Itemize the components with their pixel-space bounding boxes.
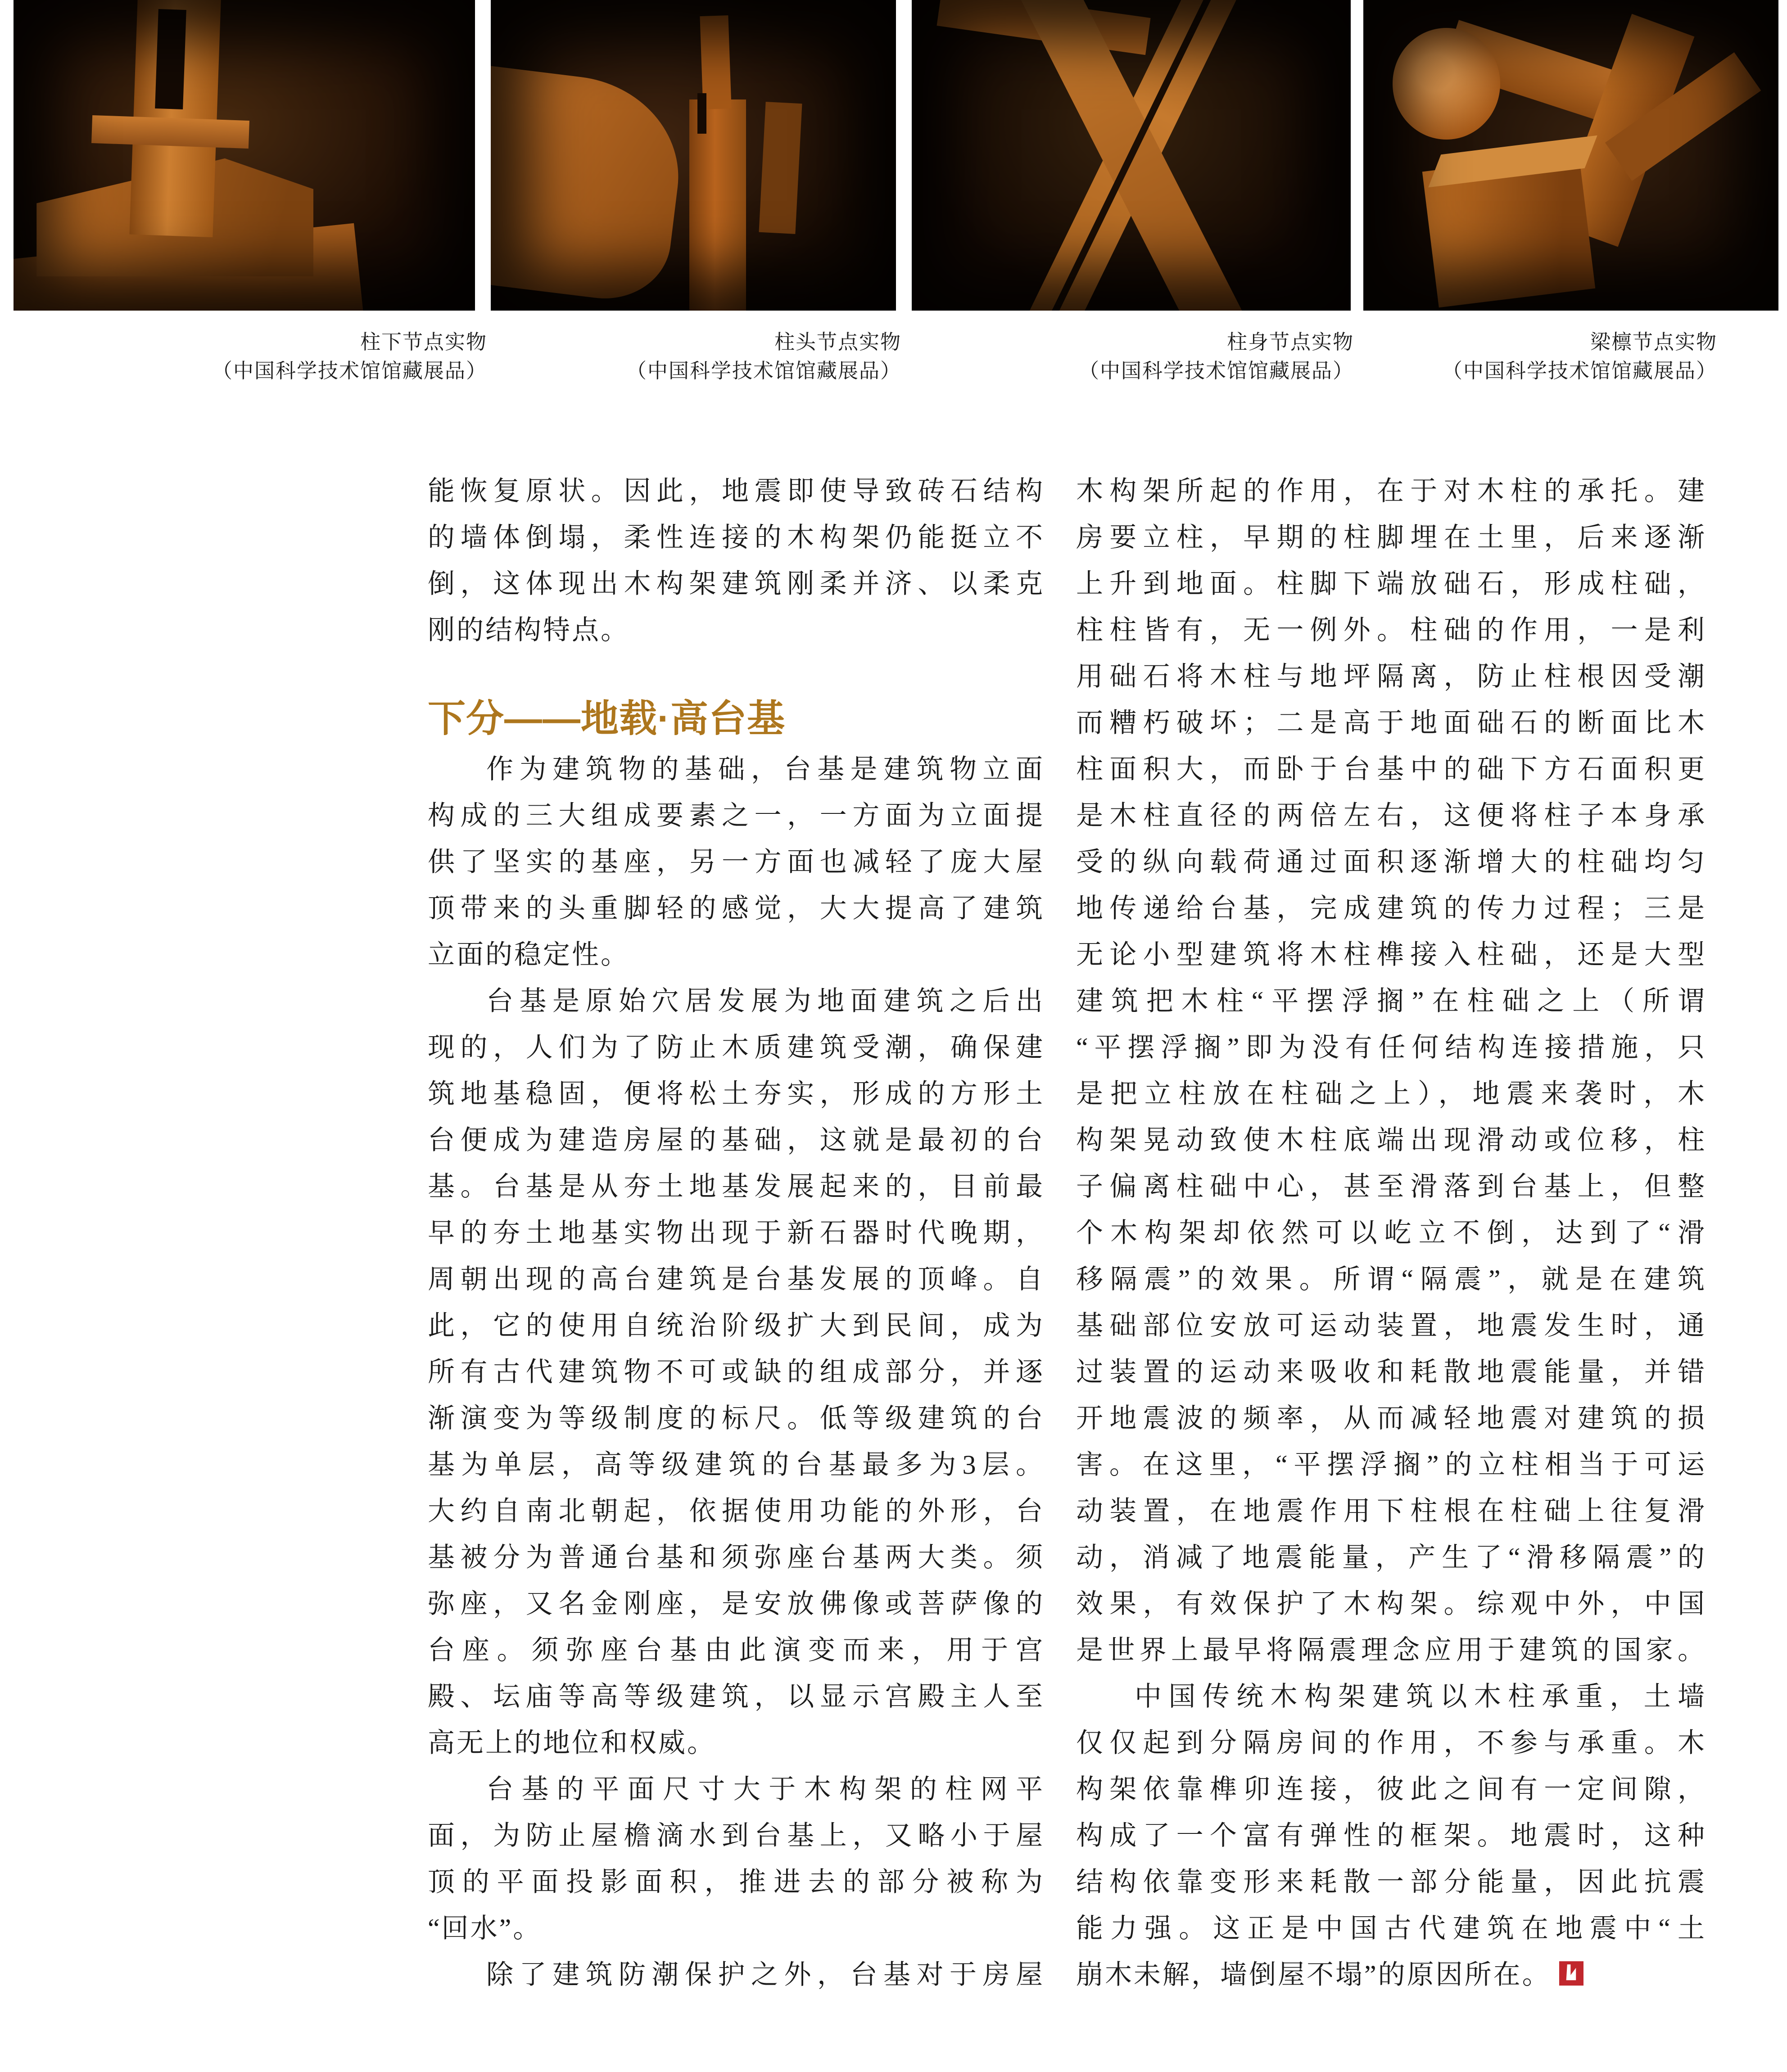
text-line: 构成的三大组成要素之一，一方面为立面提 (428, 801, 1045, 831)
photo-caption (626, 328, 901, 385)
wood-shape-mortise-slot (155, 9, 186, 109)
text-line: 效果，有效保护了木构架。综观中外，中国 (1076, 1589, 1706, 1619)
caption-title: 柱头节点实物 (774, 331, 901, 353)
text-line: 害。在这里，“平摆浮搁”的立柱相当于可运 (1076, 1450, 1706, 1480)
photo-caption (1442, 328, 1717, 385)
text-line: 所有古代建筑物不可或缺的组成部分，并逐 (428, 1357, 1045, 1387)
caption-source: （中国科学技术馆馆藏展品） (1442, 360, 1717, 382)
text-line: 供了坚实的基座，另一方面也减轻了庞大屋 (428, 847, 1045, 877)
wood-shape-base-block (36, 158, 313, 276)
text-line: 基为单层，高等级建筑的台基最多为3层。 (428, 1450, 1045, 1480)
text-line: 个木构架却依然可以屹立不倒，达到了“滑 (1076, 1218, 1706, 1248)
text-line: 仅仅起到分隔房间的作用，不参与承重。木 (1076, 1728, 1706, 1758)
text-line: 构架晃动致使木柱底端出现滑动或位移，柱 (1076, 1125, 1706, 1155)
wood-shape-box-top-face (1428, 135, 1597, 188)
text-line: 台座。须弥座台基由此演变而来，用于宫 (428, 1635, 1045, 1665)
left-column-upper (428, 468, 1045, 654)
text-line: 移隔震”的效果。所谓“隔震”，就是在建筑 (1076, 1264, 1706, 1294)
text-line: 基础部位安放可运动装置，地震发生时，通 (1076, 1311, 1706, 1341)
photo-caption (1079, 328, 1354, 385)
photo-beam-purlin-joint (1363, 0, 1778, 311)
text-line: 而糟朽破坏；二是高于地面础石的断面比木 (1076, 708, 1706, 738)
text-line: 建筑把木柱“平摆浮搁”在柱础之上（所谓 (1076, 986, 1706, 1016)
text-line: 构架依靠榫卯连接，彼此之间有一定间隙， (1076, 1774, 1706, 1804)
wood-shape-box-block (1422, 153, 1595, 307)
text-line: 木构架所起的作用，在于对木柱的承托。建 (1076, 476, 1706, 506)
text-line: 弥座，又名金刚座，是安放佛像或菩萨像的 (428, 1589, 1045, 1619)
photo-column-head-joint (491, 0, 896, 311)
text-line: 柱柱皆有，无一例外。柱础的作用，一是利 (1076, 615, 1706, 645)
caption-title: 梁檩节点实物 (1590, 331, 1717, 353)
wood-shape-round-purlin (1393, 28, 1501, 140)
photo-column-foot-joint (14, 0, 475, 311)
text-line: 构成了一个富有弹性的框架。地震时，这种 (1076, 1821, 1706, 1851)
text-line: 柱面积大，而卧于台基中的础下方石面积更 (1076, 754, 1706, 784)
wood-shape-shaft (1443, 20, 1633, 126)
text-line: 能力强。这正是中国古代建筑在地震中“土 (1076, 1914, 1706, 1943)
photo-caption (212, 328, 487, 385)
text-line: 渐演变为等级制度的标尺。低等级建筑的台 (428, 1404, 1045, 1433)
text-line: 殿、坛庙等高等级建筑，以显示宫殿主人至 (428, 1682, 1045, 1711)
text-line: 立面的稳定性。 (428, 940, 629, 970)
text-line: 刚的结构特点。 (428, 615, 629, 645)
wood-shape-beam (491, 60, 689, 306)
text-line: 顶带来的头重脚轻的感觉，大大提高了建筑 (428, 894, 1045, 923)
text-line: 此，它的使用自统治阶级扩大到民间，成为 (428, 1311, 1045, 1341)
wood-shape-gap (697, 93, 706, 134)
text-line: 中国传统木构架建筑以木柱承重，土墙 (1135, 1682, 1706, 1711)
text-line: 结构依靠变形来耗散一部分能量，因此抗震 (1076, 1867, 1706, 1897)
caption-title: 柱下节点实物 (360, 331, 487, 353)
wood-shape-post (129, 0, 221, 237)
wood-shape-top-beam (936, 0, 1150, 55)
text-line: 上升到地面。柱脚下端放础石，形成柱础， (1076, 569, 1706, 599)
text-line: 是把立柱放在柱础之上），地震来袭时，木 (1076, 1079, 1706, 1109)
photo-column-body-joint (912, 0, 1351, 311)
wood-shape-post (689, 99, 746, 311)
text-line: 基被分为普通台基和须弥座台基两大类。须 (428, 1543, 1045, 1572)
text-line: 能恢复原状。因此，地震即使导致砖石结构 (428, 476, 1045, 506)
text-line: 基。台基是从夯土地基发展起来的，目前最 (428, 1172, 1045, 1201)
text-line: 作为建筑物的基础，台基是建筑物立面 (486, 754, 1045, 784)
text-line: 高无上的地位和权威。 (428, 1728, 716, 1758)
text-line: “回水”。 (428, 1914, 542, 1943)
text-line: “平摆浮搁”即为没有任何结构连接措施，只 (1076, 1033, 1706, 1062)
text-line: 筑地基稳固，便将松土夯实，形成的方形土 (428, 1079, 1045, 1109)
text-line: 早的夯土地基实物出现于新石器时代晚期， (428, 1218, 1045, 1248)
text-line: 过装置的运动来吸收和耗散地震能量，并错 (1076, 1357, 1706, 1387)
text-line: 现的，人们为了防止木质建筑受潮，确保建 (428, 1033, 1045, 1062)
text-line: 地传递给台基，完成建筑的传力过程；三是 (1076, 894, 1706, 923)
text-line: 用础石将木柱与地坪隔离，防止柱根因受潮 (1076, 662, 1706, 691)
text-line: 面，为防止屋檐滴水到台基上，又略小于屋 (428, 1821, 1045, 1851)
text-line: 是世界上最早将隔震理念应用于建筑的国家。 (1076, 1635, 1706, 1665)
wood-shape-side-piece (759, 102, 802, 234)
caption-title: 柱身节点实物 (1226, 331, 1354, 353)
article-end-mark-icon (1559, 1961, 1583, 1986)
wood-shape-diagonal-beam (1605, 52, 1761, 181)
text-line: 房要立柱，早期的柱脚埋在土里，后来逐渐 (1076, 523, 1706, 552)
text-line: 周朝出现的高台建筑是台基发展的顶峰。自 (428, 1264, 1045, 1294)
wood-shape-groove (1040, 0, 1223, 311)
right-column (1076, 468, 1706, 1998)
text-line: 台基的平面尺寸大于木构架的柱网平 (486, 1774, 1045, 1804)
text-line: 受的纵向载荷通过面积逐渐增大的柱础均匀 (1076, 847, 1706, 877)
text-line: 倒，这体现出木构架建筑刚柔并济、以柔克 (428, 569, 1045, 599)
text-line: 是木柱直径的两倍左右，这便将柱子本身承 (1076, 801, 1706, 831)
left-column-lower (428, 746, 1045, 1998)
text-line: 子偏离柱础中心，甚至滑落到台基上，但整 (1076, 1172, 1706, 1201)
section-heading: 下分——地载·高台基 (428, 697, 785, 740)
text-line: 动，消减了地震能量，产生了“滑移隔震”的 (1076, 1543, 1706, 1572)
text-line: 大约自南北朝起，依据使用功能的外形，台 (428, 1496, 1045, 1526)
text-line: 台便成为建造房屋的基础，这就是最初的台 (428, 1125, 1045, 1155)
caption-source: （中国科学技术馆馆藏展品） (626, 360, 901, 382)
caption-source: （中国科学技术馆馆藏展品） (212, 360, 487, 382)
wood-shape-diagonal-beam (1556, 14, 1695, 247)
text-line: 顶的平面投影面积，推进去的部分被称为 (428, 1867, 1045, 1897)
wood-shape-cross-arm (91, 115, 249, 149)
wood-shape-tenon (700, 15, 731, 109)
caption-source: （中国科学技术馆馆藏展品） (1078, 360, 1354, 382)
text-line: 的墙体倒塌，柔性连接的木构架仍能挺立不 (428, 523, 1045, 552)
text-line: 无论小型建筑将木柱榫接入柱础，还是大型 (1076, 940, 1706, 970)
text-line: 台基是原始穴居发展为地面建筑之后出 (486, 986, 1045, 1016)
wood-shape-cross-beam (993, 0, 1269, 311)
text-line: 动装置，在地震作用下柱根在柱础上往复滑 (1076, 1496, 1706, 1526)
text-line: 崩木未解，墙倒屋不塌”的原因所在。 (1076, 1952, 1706, 1998)
text-line: 除了建筑防潮保护之外，台基对于房屋 (486, 1960, 1045, 1990)
text-line: 开地震波的频率，从而减轻地震对建筑的损 (1076, 1404, 1706, 1433)
wood-shape-plank (14, 223, 363, 311)
wood-shape-cross-beam (987, 0, 1276, 311)
